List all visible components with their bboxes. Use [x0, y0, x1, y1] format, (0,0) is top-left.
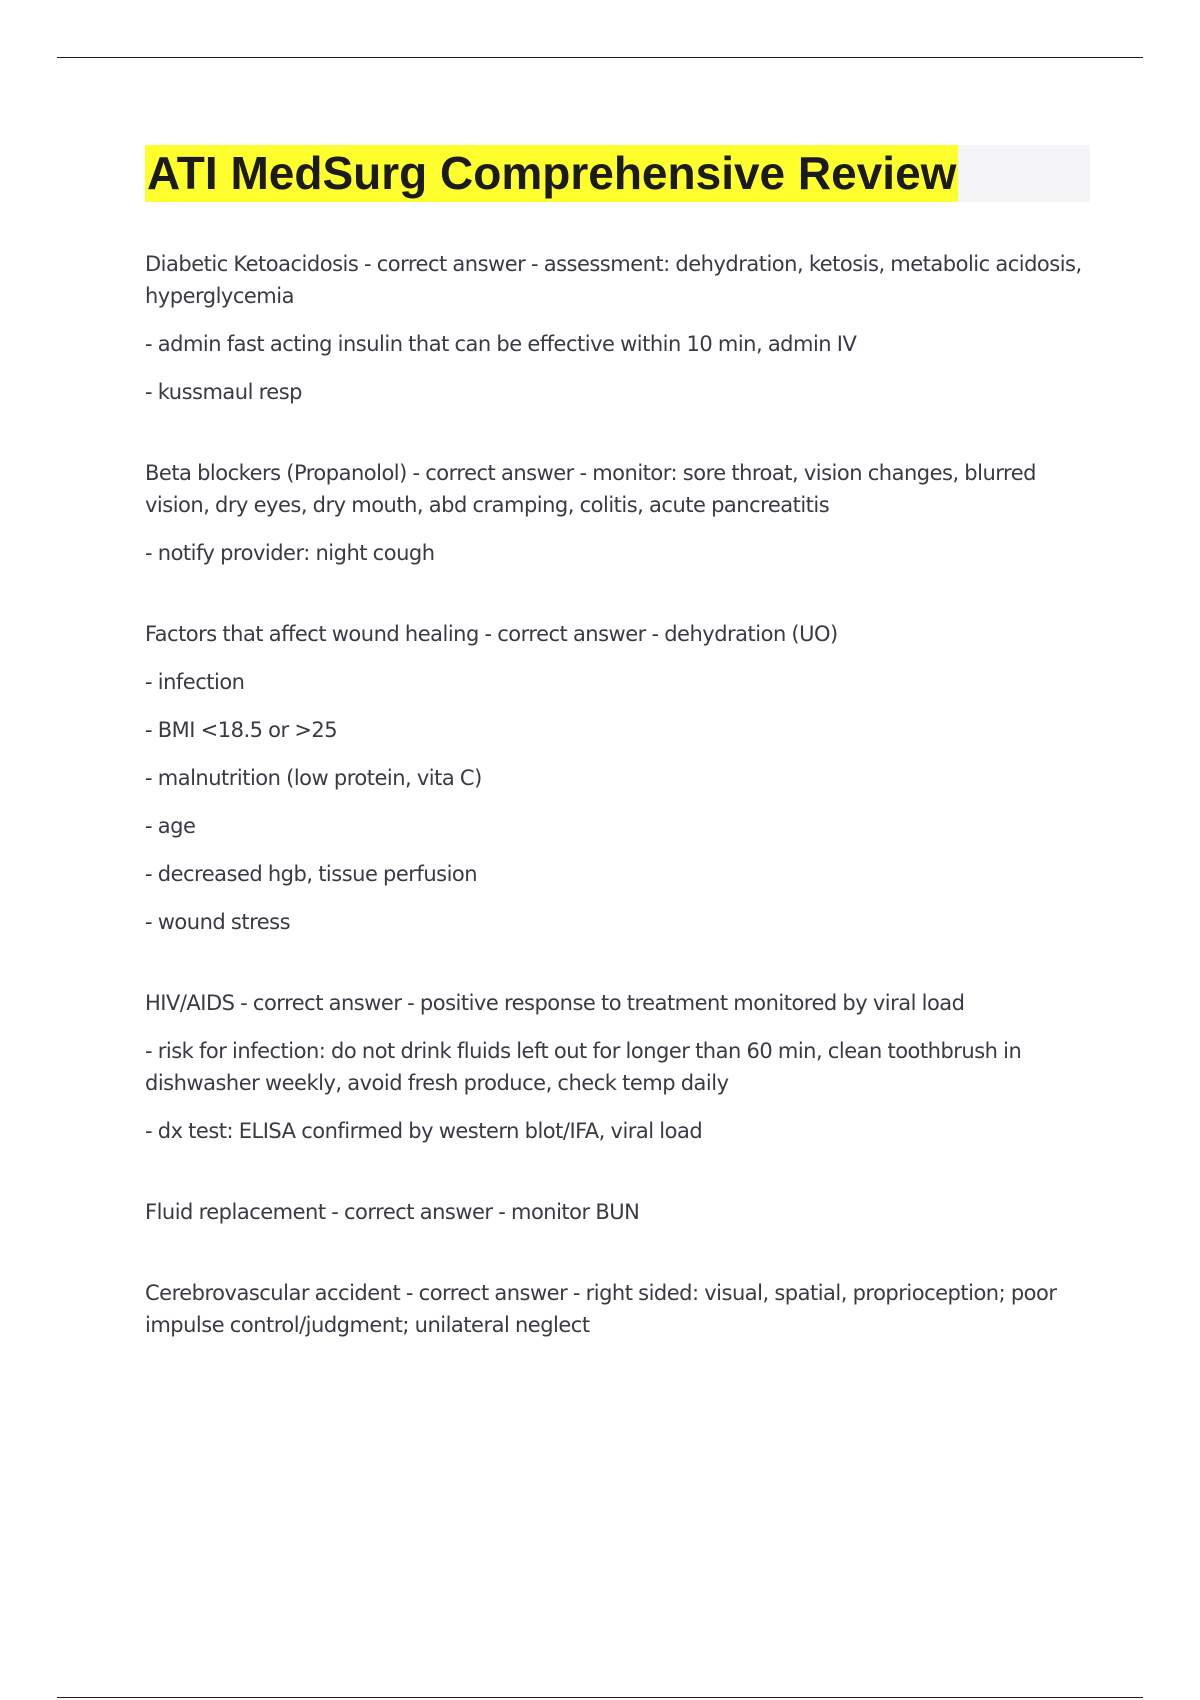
bottom-rule [57, 1697, 1143, 1698]
top-rule [57, 57, 1143, 58]
entry-line: - decreased hgb, tissue perfusion [145, 862, 478, 886]
entry-hiv-aids [145, 987, 1090, 1147]
entry-line: - BMI <18.5 or >25 [145, 718, 338, 742]
entry-line: Fluid replacement - correct answer - monitor BUN [145, 1200, 640, 1224]
entry-line: - infection [145, 670, 245, 694]
entry-line: HIV/AIDS - correct answer - positive response to treatment monitored by viral load [145, 991, 965, 1015]
entry-fluid-replacement [145, 1196, 1090, 1228]
entry-line: Diabetic Ketoacidosis - correct answer - assessment: dehydration, ketosis, metabolic acidosis, hyperglycemia [145, 252, 1082, 308]
entry-line: - dx test: ELISA confirmed by western blot/IFA, viral load [145, 1119, 703, 1143]
entry-line: - risk for infection: do not drink fluids left out for longer than 60 min, clean toothbrush in dishwasher weekly, avoid fresh produce, check temp daily [145, 1039, 1022, 1095]
entry-beta-blockers [145, 457, 1090, 569]
entry-line: - admin fast acting insulin that can be effective within 10 min, admin IV [145, 332, 857, 356]
document-title: ATI MedSurg Comprehensive Review [145, 145, 958, 202]
entry-line: - age [145, 814, 196, 838]
title-block [145, 145, 1090, 202]
entry-line: Factors that affect wound healing - correct answer - dehydration (UO) [145, 622, 838, 646]
entry-line: - wound stress [145, 910, 291, 934]
entry-line: - malnutrition (low protein, vita C) [145, 766, 482, 790]
entry-line: - kussmaul resp [145, 380, 302, 404]
entry-cerebrovascular-accident [145, 1277, 1090, 1341]
document-body [145, 145, 1090, 1390]
entry-line: Beta blockers (Propanolol) - correct answer - monitor: sore throat, vision changes, blurred vision, dry eyes, dry mouth, abd cramping, colitis, acute pancreatitis [145, 461, 1036, 517]
entry-line: - notify provider: night cough [145, 541, 435, 565]
entry-diabetic-ketoacidosis [145, 248, 1090, 408]
entry-wound-healing [145, 618, 1090, 938]
entry-line: Cerebrovascular accident - correct answer - right sided: visual, spatial, proprioception; poor impulse control/judgment; unilateral neglect [145, 1281, 1057, 1337]
